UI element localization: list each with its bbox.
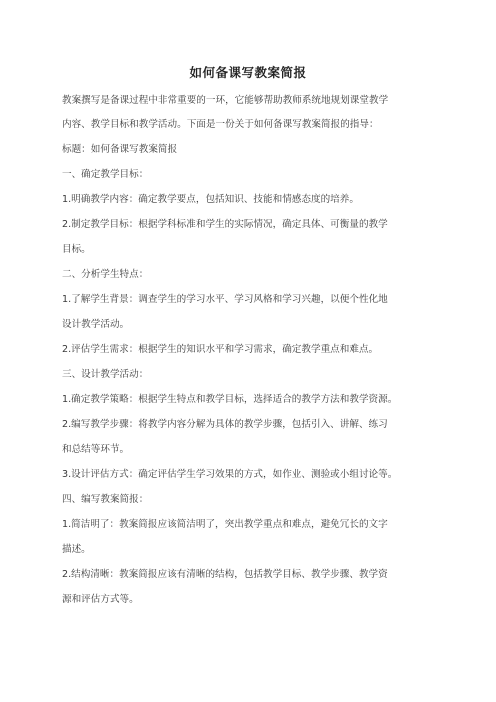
document-title: 如何备课写教案简报 — [189, 65, 307, 80]
paragraph-line: 描述。 — [62, 544, 91, 555]
section-heading: 一、确定教学目标： — [62, 169, 149, 180]
section-heading: 四、编写教案简报： — [62, 494, 149, 505]
paragraph-line: 2.评估学生需求：根据学生的知识水平和学习需求，确定教学重点和难点。 — [62, 344, 379, 355]
paragraph-line: 1.简洁明了：教案简报应该简洁明了，突出教学重点和难点，避免冗长的文字 — [62, 519, 388, 530]
section-heading: 二、分析学生特点： — [62, 269, 149, 280]
paragraph-line: 标题：如何备课写教案简报 — [62, 144, 178, 155]
paragraph-line: 3.设计评估方式：确定评估学生学习效果的方式，如作业、测验或小组讨论等。 — [62, 469, 398, 480]
paragraph-line: 教案撰写是备课过程中非常重要的一环，它能够帮助教师系统地规划课堂教学 — [62, 95, 389, 106]
paragraph-line: 1.明确教学内容：确定教学要点，包括知识、技能和情感态度的培养。 — [62, 194, 359, 205]
section-heading: 三、设计教学活动： — [62, 369, 149, 380]
paragraph-line: 源和评估方式等。 — [62, 594, 139, 605]
paragraph-line: 1.确定教学策略：根据学生特点和教学目标，选择适合的教学方法和教学资源。 — [62, 394, 398, 405]
paragraph-line: 2.制定教学目标：根据学科标准和学生的实际情况，确定具体、可衡量的教学 — [62, 219, 388, 230]
paragraph-line: 1.了解学生背景：调查学生的学习水平、学习风格和学习兴趣，以便个性化地 — [62, 294, 388, 305]
paragraph-line: 2.结构清晰：教案简报应该有清晰的结构，包括教学目标、教学步骤、教学资 — [62, 569, 388, 580]
paragraph-line: 目标。 — [62, 244, 91, 255]
paragraph-line: 和总结等环节。 — [62, 444, 130, 455]
paragraph-line: 设计教学活动。 — [62, 319, 130, 330]
paragraph-line: 内容、教学目标和教学活动。下面是一份关于如何备课写教案简报的指导： — [62, 119, 379, 130]
paragraph-line: 2.编写教学步骤：将教学内容分解为具体的教学步骤，包括引入、讲解、练习 — [62, 419, 388, 430]
